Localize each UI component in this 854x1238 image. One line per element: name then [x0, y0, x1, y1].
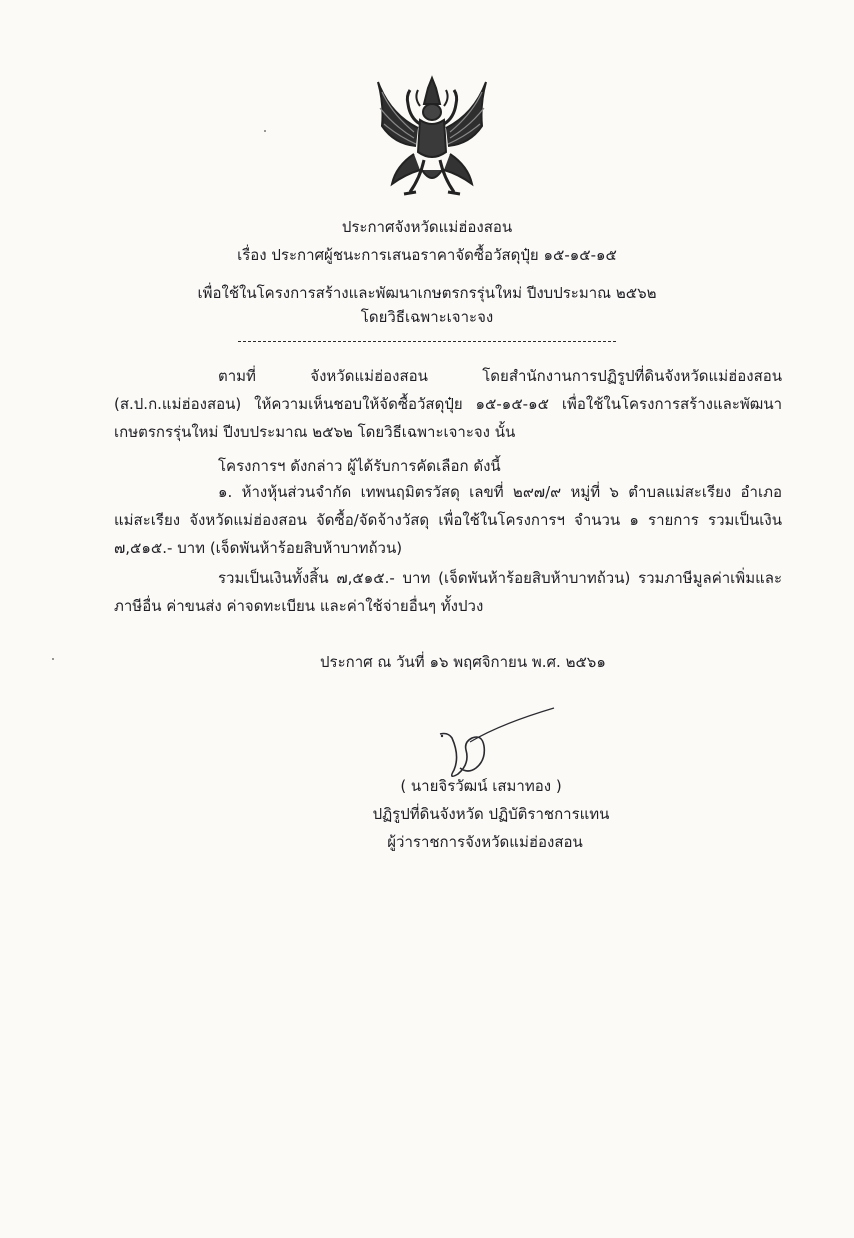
paper-speck — [264, 130, 266, 132]
body-paragraph-vendor: ๑. ห้างหุ้นส่วนจำกัด เทพนฤมิตรวัสดุ เลขที่ ๒๙๗/๙ หมู่ที่ ๖ ตำบลแม่สะเรียง อำเภอแม่สะเรียง จังหวัดแม่ฮ่องสอน จัดซื้อ/จัดจ้างวัสดุ เพื่อใช้ในโครงการฯ จำนวน ๑ รายการ รวมเป็นเงิน ๗,๕๑๕.- บาท (เจ็ดพันห้าร้อยสิบห้าบาทถ้วน) — [114, 483, 782, 557]
signatory-title: ผู้ว่าราชการจังหวัดแม่ฮ่องสอน — [387, 833, 583, 851]
paper-speck — [52, 658, 54, 660]
header-divider — [238, 341, 616, 342]
announcement-heading: ประกาศจังหวัดแม่ฮ่องสอน — [341, 218, 513, 236]
announcement-method-line: โดยวิธีเฉพาะเจาะจง — [360, 308, 494, 326]
body-paragraph-selection: โครงการฯ ดังกล่าว ผู้ได้รับการคัดเลือก ดังนี้ — [218, 457, 501, 475]
body-paragraph-intro: ตามที่ จังหวัดแม่ฮ่องสอน โดยสำนักงานการปฏิรูปที่ดินจังหวัดแม่ฮ่องสอน (ส.ป.ก.แม่ฮ่องสอน) ให้ความเห็นชอบให้จัดซื้อวัสดุปุ๋ย ๑๕-๑๕-๑๕ เพื่อใช้ในโครงการสร้างและพัฒนาเกษตรกรรุ่นใหม่ ปีงบประมาณ ๒๕๖๒ โดยวิธีเฉพาะเจาะจง นั้น — [114, 367, 782, 441]
announcement-date: ประกาศ ณ วันที่ ๑๖ พฤศจิกายน พ.ศ. ๒๕๖๑ — [320, 653, 606, 671]
garuda-emblem-icon — [370, 74, 494, 204]
signatory-position: ปฏิรูปที่ดินจังหวัด ปฏิบัติราชการแทน — [372, 805, 610, 823]
body-paragraph-total: รวมเป็นเงินทั้งสิ้น ๗,๕๑๕.- บาท (เจ็ดพันห้าร้อยสิบห้าบาทถ้วน) รวมภาษีมูลค่าเพิ่มและภาษีอื่น ค่าขนส่ง ค่าจดทะเบียน และค่าใช้จ่ายอื่นๆ ทั้งปวง — [114, 569, 782, 615]
signatory-name: ( นายจิรวัฒน์ เสมาทอง ) — [400, 777, 562, 795]
announcement-project-line: เพื่อใช้ในโครงการสร้างและพัฒนาเกษตรกรรุ่นใหม่ ปีงบประมาณ ๒๕๖๒ — [197, 284, 657, 302]
handwritten-signature-icon — [430, 702, 560, 782]
announcement-subject: เรื่อง ประกาศผู้ชนะการเสนอราคาจัดซื้อวัสดุปุ๋ย ๑๕-๑๕-๑๕ — [237, 246, 617, 264]
